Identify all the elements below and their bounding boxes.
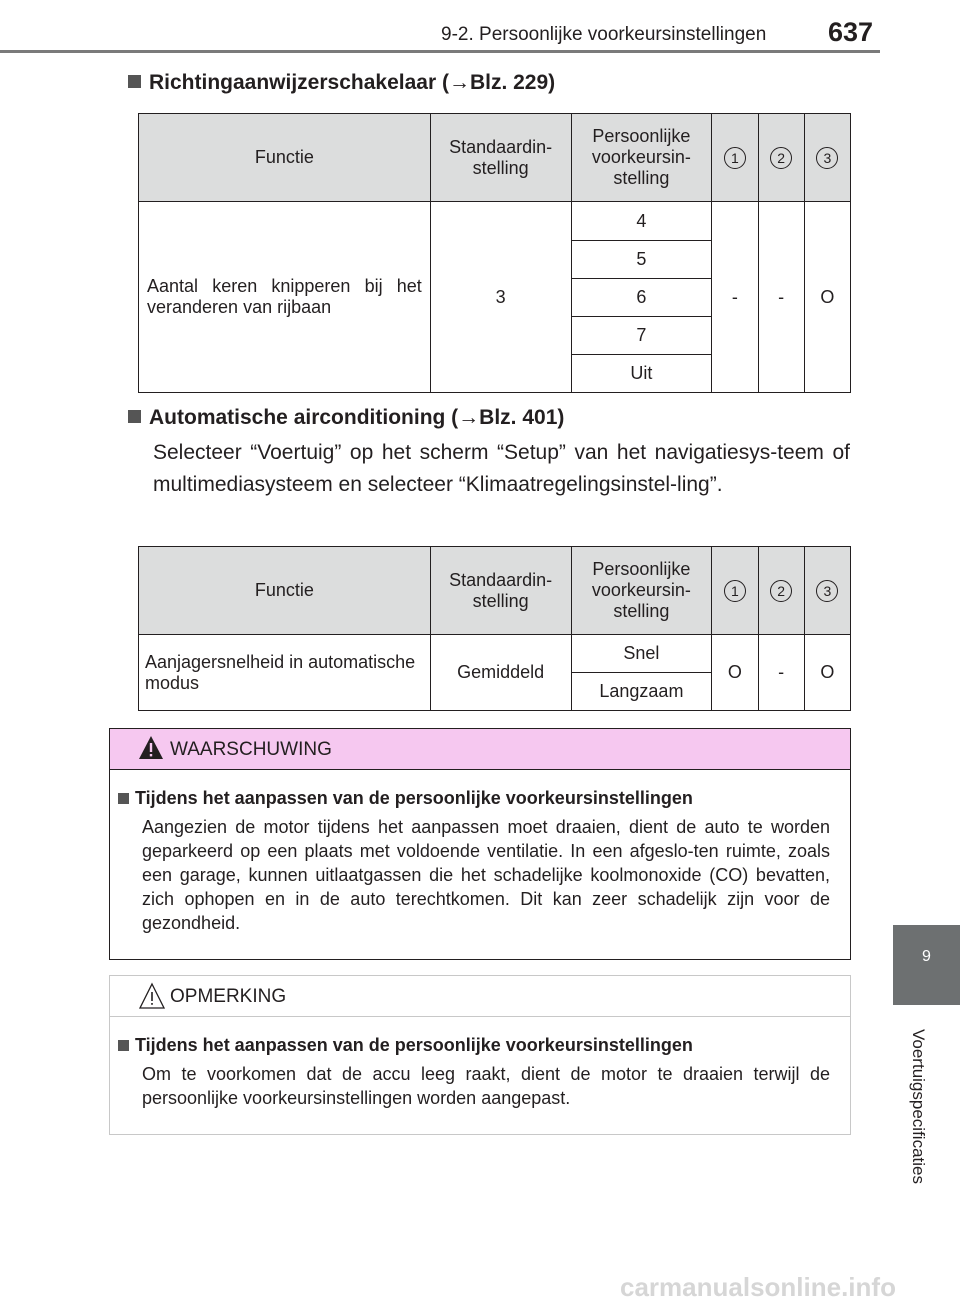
col-header-custom: Persoonlijke voorkeursin-stelling xyxy=(571,114,712,202)
warning-subtitle xyxy=(118,788,830,809)
col2-cell: - xyxy=(758,202,804,393)
function-cell: Aantal keren knipperen bij het veranderen van rijbaan xyxy=(139,202,431,393)
col-header-default: Standaardin-stelling xyxy=(430,114,571,202)
square-bullet-icon xyxy=(128,410,141,423)
default-cell: Gemiddeld xyxy=(430,635,571,711)
col-header-3 xyxy=(804,114,850,202)
default-cell: 3 xyxy=(430,202,571,393)
col-header-1 xyxy=(712,114,758,202)
section2-title: Automatische airconditioning (→Blz. 401) xyxy=(149,406,565,429)
circle-2-icon: 2 xyxy=(770,580,792,602)
col2-cell: - xyxy=(758,635,804,711)
circle-3-icon: 3 xyxy=(816,580,838,602)
note-subtitle-text: Tijdens het aanpassen van de persoonlijke voorkeursinstellingen xyxy=(135,1035,693,1055)
option-cell: 4 xyxy=(571,202,712,241)
section-header: 9-2. Persoonlijke voorkeursinstellingen xyxy=(441,24,767,45)
page-number: 637 xyxy=(828,17,874,47)
warning-triangle-icon xyxy=(138,735,164,761)
square-bullet-icon xyxy=(128,75,141,88)
note-body xyxy=(110,1017,850,1110)
col3-cell: O xyxy=(804,635,850,711)
note-subtitle xyxy=(118,1035,830,1056)
warning-body xyxy=(110,770,850,935)
square-bullet-icon xyxy=(118,1040,129,1051)
header-divider xyxy=(0,50,880,53)
section2-heading xyxy=(128,406,564,430)
col1-cell: O xyxy=(712,635,758,711)
note-title: OPMERKING xyxy=(170,986,287,1007)
warning-box xyxy=(109,728,851,960)
option-cell: 6 xyxy=(571,279,712,317)
col-header-default: Standaardin-stelling xyxy=(430,547,571,635)
warning-text: Aangezien de motor tijdens het aanpassen moet draaien, dient de auto te worden geparkeerd op een plaats met voldoende ventilatie. In een afgeslo-ten ruimte, zoals een garage, kunnen uitlaatgassen die het schadelijke koolmonoxide (CO) bevatten, zich ophopen en in de auto terechtkomen. Dit kan zeer schadelijk zijn voor de gezondheid. xyxy=(142,817,830,933)
option-cell: Langzaam xyxy=(571,673,712,711)
col3-cell: O xyxy=(804,202,850,393)
climate-table xyxy=(138,546,851,711)
col-header-2 xyxy=(758,547,804,635)
watermark: carmanualsonline.info xyxy=(620,1272,896,1302)
circle-3-icon: 3 xyxy=(816,147,838,169)
col1-cell: - xyxy=(712,202,758,393)
col-header-2 xyxy=(758,114,804,202)
turn-signal-table xyxy=(138,113,851,393)
col-header-1 xyxy=(712,547,758,635)
col-header-function: Functie xyxy=(139,547,431,635)
option-cell: Snel xyxy=(571,635,712,673)
chapter-tab: 9 xyxy=(893,925,960,1005)
warning-subtitle-text: Tijdens het aanpassen van de persoonlijke voorkeursinstellingen xyxy=(135,788,693,808)
square-bullet-icon xyxy=(118,793,129,804)
section1-heading xyxy=(128,71,555,95)
option-cell: 5 xyxy=(571,241,712,279)
section1-title: Richtingaanwijzerschakelaar (→Blz. 229) xyxy=(149,71,556,94)
col-header-custom: Persoonlijke voorkeursin-stelling xyxy=(571,547,712,635)
warning-header xyxy=(110,729,850,770)
option-cell: 7 xyxy=(571,317,712,355)
note-text: Om te voorkomen dat de accu leeg raakt, dient de motor te draaien terwijl de persoonlijke voorkeursinstellingen worden aangepast. xyxy=(142,1064,830,1108)
chapter-label-text: Voertuigspecificaties xyxy=(909,1029,928,1184)
chapter-label xyxy=(884,1025,954,1215)
option-cell: Uit xyxy=(571,355,712,393)
warning-title: WAARSCHUWING xyxy=(170,739,332,760)
circle-2-icon: 2 xyxy=(770,147,792,169)
col-header-function: Functie xyxy=(139,114,431,202)
section2-intro: Selecteer “Voertuig” op het scherm “Setup” van het navigatiesys-teem of multimediasysteem en selecteer “Klimaatregelingsinstel-ling”. xyxy=(153,441,850,496)
circle-1-icon: 1 xyxy=(724,580,746,602)
note-header xyxy=(110,976,850,1017)
function-cell: Aanjagersnelheid in automatische modus xyxy=(139,635,431,711)
circle-1-icon: 1 xyxy=(724,147,746,169)
caution-outline-icon xyxy=(138,982,166,1010)
col-header-3 xyxy=(804,547,850,635)
note-box xyxy=(109,975,851,1135)
